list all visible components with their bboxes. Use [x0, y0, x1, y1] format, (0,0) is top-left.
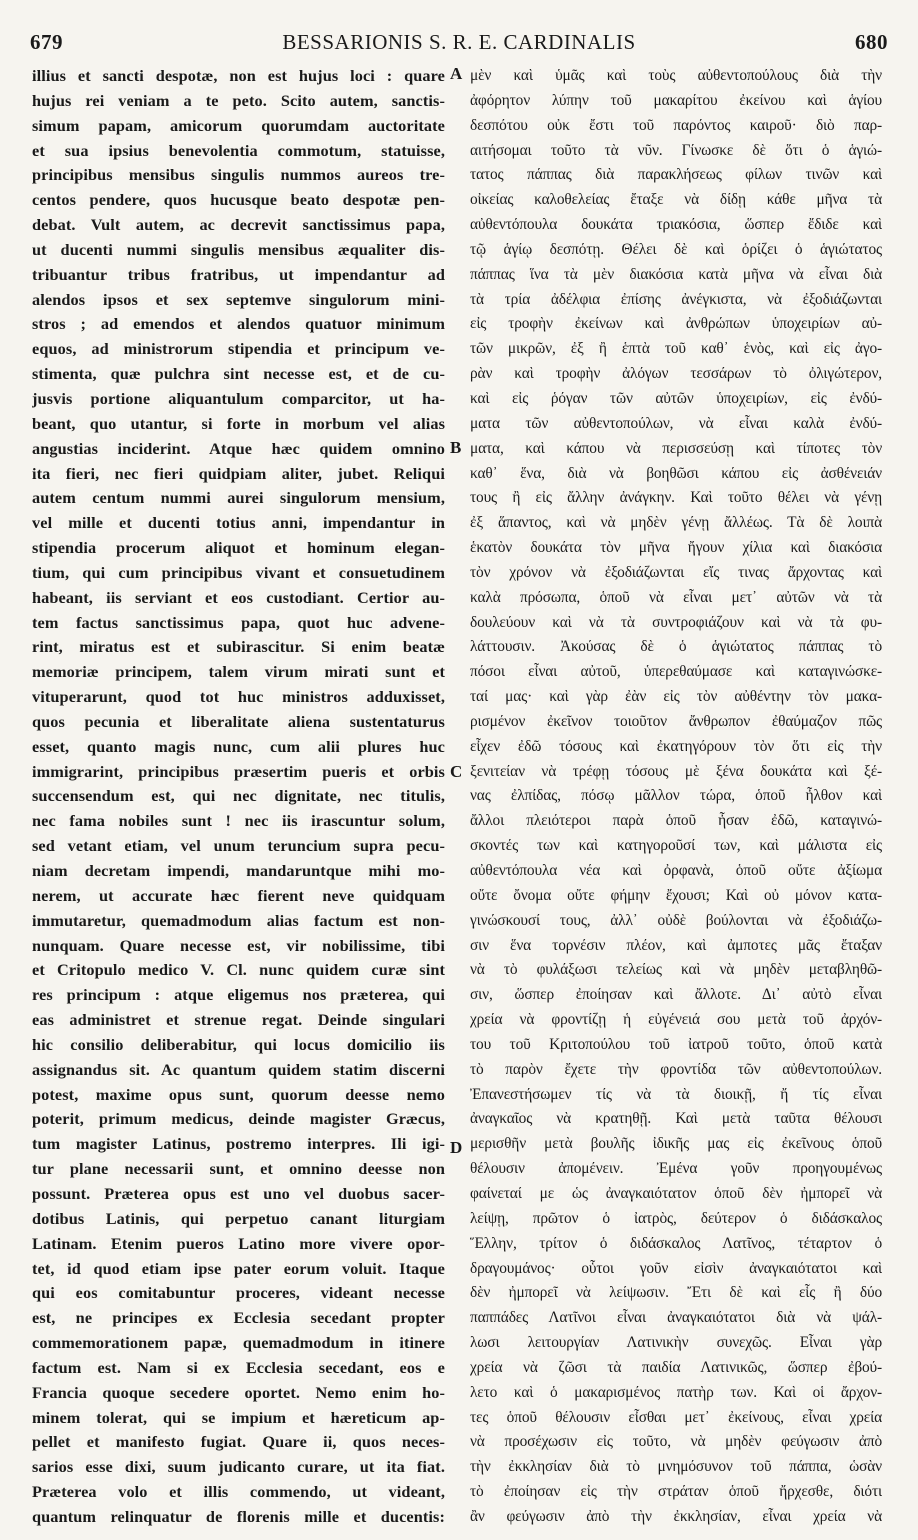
right-page-number: 680: [855, 30, 888, 54]
text-line: δὲν ἠμπορεῖ νὰ λείψωσιν. Ἔτι δὲ καὶ εἷς ἢ δύο: [470, 1284, 882, 1302]
section-marker-d: D: [450, 1138, 463, 1157]
text-line: νας ἐλπίδας, πόσῳ μᾶλλον τώρα, ὁποῦ ἦλθον καὶ: [470, 787, 882, 805]
text-line: Latinam. Etenim pueros Latino more vivere opor-: [32, 1233, 445, 1253]
text-line: tur plane necessarii sunt, et omnino deesse non: [32, 1159, 445, 1179]
text-line: λωσι λειτουργίαν Λατινικὴν συνεχῶς. Εἶναι γὰρ: [470, 1334, 882, 1352]
latin-text-column: [32, 64, 445, 1530]
text-line: τες ὁποῦ θέλουσιν εἶσθαι μετ᾽ ἐκείνους, εἶναι χρεία: [470, 1408, 882, 1426]
text-line: tem factus sanctissimus papa, quot huc advene-: [32, 612, 445, 632]
text-line: τὸ παρὸν ἔχετε τὴν φροντίδα τῶν αὐθεντοπούλων.: [470, 1060, 882, 1078]
text-line: qui eos comitabuntur proceres, videant necesse: [32, 1283, 445, 1303]
text-line: autem centum nummi aurei singulorum mensium,: [32, 488, 445, 508]
text-line: stimenta, quæ pulchra sint necesse est, et de cu-: [32, 364, 445, 384]
text-line: αὐθεντόπουλα νέα καὶ ὀρφανὰ, ὁποῦ οὔτε ἀξίωμα: [470, 862, 882, 879]
text-line: τὰ τρία ἀδέλφια ἐπίσης ἀνέγκιστα, νὰ ἐξοδιάζωνται: [470, 290, 882, 308]
text-line: νὰ τὸ φυλάξωσι τελείως καὶ νὰ μηδὲν μεταβληθῶ-: [470, 961, 882, 979]
text-line: vituperarunt, quod tot huc ministros adduxisset,: [32, 687, 445, 707]
text-line: χρεία νὰ φροντίζῃ ἡ εὐγένειά σου μετὰ τοῦ ἀρχόν-: [470, 1011, 882, 1029]
text-line: ἑκατὸν δουκάτα τὸν μῆνα ἤγουν χίλια καὶ διακόσια: [470, 539, 882, 557]
text-line: του τοῦ Κριτοπούλου τοῦ ἰατροῦ τοῦτο, ὁποῦ κατὰ: [470, 1035, 882, 1053]
text-line: pellet et manifesto fugiat. Quare ii, quos neces-: [32, 1432, 445, 1452]
section-marker-a: A: [450, 64, 463, 83]
text-line: sed vetant etiam, vel unum teruncium supra pecu-: [32, 836, 445, 856]
text-line: Francia quoque secedere oportet. Nemo enim ho-: [32, 1382, 445, 1402]
text-line: τὴν ἐκκλησίαν διὰ τὸ μνημόσυνον τοῦ πάππα, ὡσὰν: [470, 1458, 882, 1476]
text-line: tribuantur tribus fratribus, ut impendantur ad: [32, 264, 445, 284]
text-line: νὰ προσέχωσιν εἰς τοῦτο, νὰ μηδὲν φεύγωσιν ἀπὸ: [470, 1433, 882, 1451]
section-marker-b: B: [450, 438, 462, 457]
text-line: eas administret et strenue regat. Deinde singulari: [32, 1010, 445, 1030]
text-line: dotibus Latinis, qui perpetuo canant liturgiam: [32, 1208, 445, 1228]
text-line: ἄλλοι πλειότεροι παρὰ ὁποῦ ἦσαν ἐδῶ, καταγινώ-: [470, 812, 882, 830]
text-line: illius et sancti despotæ, non est hujus loci : quare: [32, 66, 445, 85]
text-line: ἐξ ἅπαντος, καὶ νὰ μηδὲν γένῃ ἄλλέως. Τὰ δὲ λοιπὰ: [470, 514, 882, 532]
text-line: καθ᾽ ἕνα, διὰ νὰ βοηθῶσι κάπου εἰς ἀσθένειάν: [470, 464, 882, 482]
text-line: τους ἢ εἰς ἄλλην ἀνάγκην. Καὶ τοῦτο θέλει νὰ γένῃ: [470, 489, 882, 507]
text-line: φαίνεταί με ὡς ἀναγκαιότατον ὁποῦ δὲν ἠμπορεῖ νὰ: [470, 1184, 882, 1202]
text-line: σκοντές των καὶ κατηγοροῦσί των, καὶ μάλιστα εἰς: [470, 837, 882, 855]
text-line: possunt. Præterea opus est uno vel duobus sacer-: [32, 1183, 445, 1203]
text-line: πάππας ἵνα τὰ μὲν διακόσια κατὰ μῆνα νὰ εἶναι διὰ: [470, 265, 882, 283]
text-line: ρὰν καὶ τροφὴν ἀλόγων τεσσάρων τὸ ὀλιγώτερον,: [470, 365, 882, 383]
text-line: centos pendere, quos hucusque beato despotæ pen-: [32, 190, 445, 210]
text-line: Ἐπανεστήσωμεν τίς νὰ τὰ διοικῇ, ἤ τίς εἶναι: [470, 1085, 882, 1103]
text-line: principibus mensibus singulis nummos aureos tre-: [32, 165, 445, 185]
text-line: immutaretur, quemadmodum alias factum est non-: [32, 910, 445, 930]
text-line: est, ne principes ex Ecclesia secedant propter: [32, 1308, 445, 1328]
text-line: quos pecunia et liberalitate aliena sustentaturus: [32, 711, 445, 731]
text-line: stipendia procerum aliquot et hominum elegan-: [32, 538, 445, 558]
text-line: Ἕλλην, τρίτον ὁ διδάσκαλος Λατῖνος, τέταρτον ὁ: [470, 1234, 882, 1252]
text-line: λετο καὶ ὁ μακαρισμένος πατὴρ των. Καὶ οἱ ἄρχον-: [470, 1383, 882, 1401]
text-line: σιν, ὥσπερ ἐποίησαν καὶ ἄλλοτε. Δι᾽ αὐτὸ εἶναι: [470, 986, 882, 1004]
text-line: stros ; ad emendos et alendos quatuor minimum: [32, 314, 445, 334]
text-line: res principum : atque eligemus nos præterea, qui: [32, 985, 445, 1005]
text-line: ἀναγκαῖος νὰ κρατηθῇ. Καὶ μετὰ ταῦτα θέλουσι: [470, 1110, 882, 1128]
text-line: poterit, primum medicus, deinde magister Græcus,: [32, 1109, 445, 1129]
text-line: οἰκείας καλοθελείας ἔταξε νὰ δίδῃ κάθε μῆνα τὰ: [470, 191, 882, 209]
text-line: χρεία νὰ ζῶσι τὰ παιδία Λατινικῶς, ὥσπερ ἐβού-: [470, 1358, 882, 1376]
text-line: πόσοι εἶναι αὐτοῦ, ὑπερεθαύμασε καὶ καταγινώσκε-: [470, 663, 882, 681]
text-line: quantum relinquatur de florenis mille et ducentis:: [32, 1506, 445, 1526]
text-line: εἶχεν ἐδῶ τόσους καὶ ἐκατηγόρουν τὸν ὅτι εἰς τὴν: [470, 737, 882, 755]
text-line: δεσπότου οὐκ ἔστι τοῦ παρόντος καιροῦ· διὸ παρ-: [470, 116, 882, 134]
text-line: ξενιτείαν νὰ τρέφῃ τόσους μὲ ξένα δουκάτα καὶ ξέ-: [470, 762, 882, 780]
text-line: γινώσκουσί τους, ἀλλ᾽ οὐδὲ βούλονται νὰ ἐξοδιάζω-: [470, 911, 882, 929]
text-line: θέλουσιν ἀπομένειν. Ἐμένα γοῦν προηγουμένως: [470, 1160, 882, 1178]
text-line: τῷ ἁγίῳ δεσπότῃ. Θέλει δὲ καὶ ὁρίζει ὁ ἁγιώτατος: [470, 240, 882, 258]
text-line: factum est. Nam si ex Ecclesia secedant, eos e: [32, 1357, 445, 1377]
running-header: [30, 28, 888, 62]
text-line: sarios esse dixi, suum judicanto curare, ut ita fiat.: [32, 1457, 445, 1477]
text-line: ἀφόρητον λύπην τοῦ μακαρίτου ἐκείνου καὶ ἁγίου: [470, 91, 882, 109]
text-line: εἰς τροφὴν ἐκείνων καὶ ἀνθρώπων ὑποχειρίων αὐ-: [470, 315, 882, 333]
text-line: αὐθεντόπουλα δουκάτα τριακόσια, ὥσπερ ἔδιδε καὶ: [470, 216, 882, 234]
text-line: λείψῃ, πρῶτον ὁ ἰατρὸς, δεύτερον ὁ διδάσκαλος: [470, 1209, 882, 1227]
text-line: habeant, iis serviant et eos custodiant. Certior au-: [32, 587, 445, 607]
text-line: καλὰ πρόσωπα, ὁποῦ νὰ εἶναι μετ᾽ αὐτῶν νὰ τὰ: [470, 588, 882, 606]
text-line: ρισμένον ἐκεῖνον τοιοῦτον ἄνθρωπον ἐθαύμαζον πῶς: [470, 712, 882, 730]
text-line: potest, maxime opus sunt, quorum deesse nemo: [32, 1084, 445, 1104]
text-line: ita fieri, nec fieri quidpiam aliter, jubet. Reliqui: [32, 463, 445, 483]
text-line: τὸν χρόνον νὰ ἐξοδιάζωνται εἴς τινας ἄρχοντας καὶ: [470, 563, 882, 581]
text-line: δουλεύουν καὶ νὰ τὰ συντροφιάζουν καὶ νὰ τὰ φυ-: [470, 613, 882, 631]
text-line: alendos ipsos et sex septemve singulorum mini-: [32, 289, 445, 309]
text-line: παππάδες Λατῖνοι εἶναι ἀναγκαιότατοι διὰ νὰ ψάλ-: [470, 1309, 882, 1327]
text-line: tum magister Latinus, postremo interpres. Ili igi-: [32, 1134, 445, 1154]
text-line: tet, id quod etiam ipse pater eorum voluit. Itaque: [32, 1258, 445, 1278]
text-line: jusvis portione aliquantulum comparcitor, ut ha-: [32, 388, 445, 408]
text-line: angustias inciderint. Atque hæc quidem omnino: [32, 438, 445, 458]
text-line: commemorationem papæ, quemadmodum in itinere: [32, 1333, 445, 1353]
text-line: Præterea volo et illis commendo, ut videant,: [32, 1482, 445, 1502]
running-title: BESSARIONIS S. R. E. CARDINALIS: [282, 30, 636, 54]
text-line: esset, quanto magis nunc, cum alii plures huc: [32, 736, 445, 756]
text-line: δραγουμάνος· οὗτοι γοῦν εἰσὶν ἀναγκαιότατοι καὶ: [470, 1259, 882, 1277]
text-line: λάττουσιν. Ἀκούσας δὲ ὁ ἁγιώτατος πάππας τὸ: [470, 638, 882, 656]
text-line: ἂν φεύγωσιν ἀπὸ τὴν ἐκκλησίαν, εἶναι χρεία νὰ: [470, 1507, 882, 1525]
text-line: ταί μας· καὶ γὰρ ἐὰν εἰς τὸν αὐθέντην τὸν μακα-: [470, 688, 882, 706]
text-line: αιτήσομαι τοῦτο τὰ νῦν. Γίνωσκε δὲ ὅτι ὁ ἁγιώ-: [470, 141, 882, 159]
text-line: nunquam. Quare necesse est, vir nobilissime, tibi: [32, 935, 445, 955]
text-line: μερισθῆν μετὰ βουλῆς ἰδικῆς μας εἰς ἐκεῖνους ὁποῦ: [470, 1135, 882, 1153]
text-line: μὲν καὶ ὑμᾶς καὶ τοὺς αὐθεντοπούλους διὰ τὴν: [470, 67, 882, 84]
text-line: beant, quo utantur, si forte in morbum vel alias: [32, 413, 445, 433]
text-line: immigrarint, principibus præsertim pueris et orbis: [32, 761, 445, 781]
text-line: ματα, καὶ κάπου νὰ περισσεύσῃ καὶ τίποτες τὸν: [470, 439, 882, 457]
section-marker-c: C: [450, 762, 463, 781]
text-line: debat. Vult autem, ac decrevit sanctissimus papa,: [32, 215, 445, 235]
text-line: rint, miratus est et subirascitur. Si enim beatæ: [32, 637, 445, 657]
text-line: nec fama nobiles sunt ! nec iis irascuntur solum,: [32, 811, 445, 831]
text-line: σιν ἕνα τορνέσιν πλέον, καὶ ἀμποτες μᾶς ἔταξαν: [470, 936, 882, 954]
text-line: τὸ ἐποίησαν εἰς τὴν στράταν ὁποῦ ἤρχεσθε, διότι: [470, 1483, 882, 1501]
text-line: niam decretam impendi, mandaruntque mihi mo-: [32, 861, 445, 880]
text-line: καὶ εἰς ῥόγαν τῶν αὐτῶν ὑποχειρίων, εἰς ἐνδύ-: [470, 389, 882, 407]
text-line: nerem, ut accurate hæc fierent neve quidquam: [32, 885, 445, 905]
text-line: memoriæ principem, talem virum mirati sunt et: [32, 662, 445, 682]
text-line: equos, ad ministrorum stipendia et principum ve-: [32, 339, 445, 359]
greek-text-column: [470, 64, 882, 1530]
text-line: hic consilio deliberabitur, qui locus domicilio iis: [32, 1034, 445, 1054]
text-line: οὔτε ὄνομα οὔτε φήμην ἔχουσι; Καὶ οὐ μόνον κατα-: [470, 886, 882, 904]
text-line: vel mille et ducenti totius anni, impendantur in: [32, 513, 445, 533]
text-line: assignandus sit. Ac quantum quidem statim discerni: [32, 1059, 445, 1079]
text-line: simum papam, amicorum quorumdam auctoritate: [32, 115, 445, 135]
text-line: tium, qui cum principibus vivant et consuetudinem: [32, 562, 445, 582]
text-line: et sua ipsius benevolentia commotum, statuisse,: [32, 140, 445, 160]
text-line: ut ducenti nummi singulis mensibus æqualiter dis-: [32, 239, 445, 259]
text-line: hujus rei veniam a te peto. Scito autem, sanctis-: [32, 90, 445, 110]
left-page-number: 679: [30, 30, 63, 54]
text-line: τατος πάππας διὰ παρακλήσεως φίλων τινῶν καὶ: [470, 166, 882, 184]
text-line: et Critopulo medico V. Cl. nunc quidem curæ sint: [32, 960, 445, 980]
text-line: succensendum est, qui nec dignitate, nec titulis,: [32, 786, 445, 806]
text-line: τῶν μικρῶν, ἐξ ἢ ἑπτὰ τοῦ καθ᾽ ἑνὸς, καὶ εἰς ἀγο-: [470, 340, 882, 358]
text-line: ματα τῶν αὐθεντοπούλων, νὰ εἶναι καλὰ ἐνδύ-: [470, 414, 882, 432]
text-line: minem tolerat, qui se impium et hæreticum ap-: [32, 1407, 445, 1427]
